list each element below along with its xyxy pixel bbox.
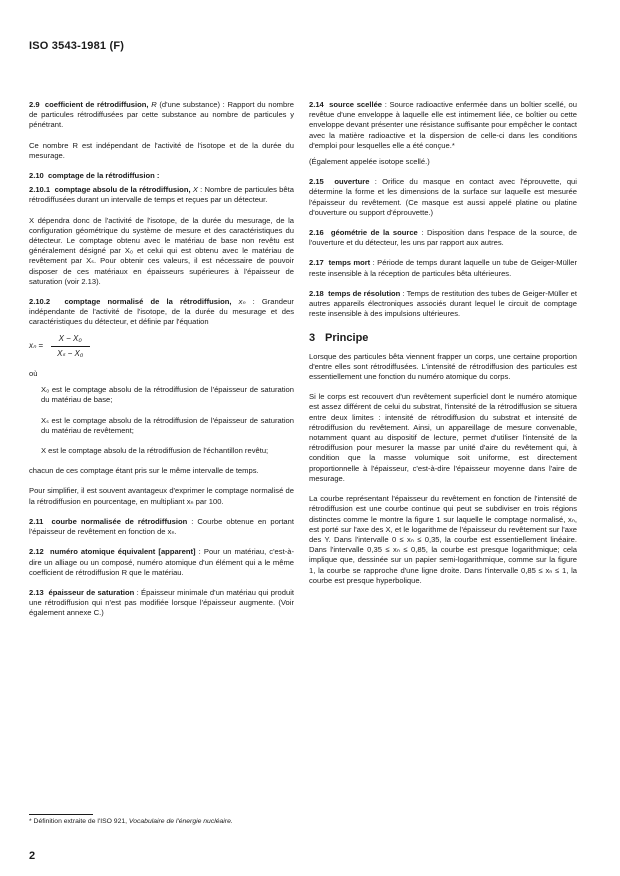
section-number: 2.10 (29, 171, 44, 181)
section-number: 2.18 (309, 288, 324, 298)
term: temps mort (328, 258, 371, 268)
definition-2-12 (29, 547, 294, 578)
definition-text: (d'une substance) : Rapport du nombre de particules rétrodiffusées par cette substance au nombre de particules y pénétrant. (29, 100, 294, 130)
formula-fraction (49, 334, 91, 359)
section-number: 2.16 (309, 228, 324, 238)
variable-definition: X est le comptage absolu de la rétrodiffusion de l'échantillon revêtu; (41, 446, 269, 456)
normalized-count-formula (29, 334, 294, 359)
definition-2-10-2 (29, 297, 294, 328)
section-number: 2.12 (29, 547, 44, 557)
term: numéro atomique équivalent [apparent] (49, 547, 196, 557)
definition-text: : Orifice du masque en contact avec l'éprouvette, qui détermine la forme et les dimensions de la surface sur laquelle est mesurée l'épaisseur du revêtement. (Ce masque est aussi appelé platine ou platine d'ouverture ou support d'éprouvette.) (309, 177, 577, 217)
term: comptage de la rétrodiffusion : (48, 171, 160, 181)
term: comptage absolu de la rétrodiffusion, (54, 185, 191, 195)
variable-definition: Xₛ est le comptage absolu de la rétrodiffusion de l'épaisseur de saturation du matériau de revêtement; (41, 415, 294, 435)
paragraph-percentage: Pour simplifier, il est souvent avantageux d'exprimer le comptage normalisé de la rétrodiffusion en pourcentage, en multipliant xₙ par 100. (29, 486, 294, 506)
definition-text: : Source radioactive enfermée dans un boîtier scellé, ou revêtue d'une enveloppe à laquelle elle est intimement liée, ce boîtier ou cette enveloppe devant présenter une résistance suffisante pour empêcher le contact avec la matière radioactive et la dispersion de celle-ci dans les conditions d'emploi pour lesquelles elle a été conçue.* (309, 100, 577, 150)
term: comptage normalisé de la rétrodiffusion, (64, 297, 232, 307)
definition-2-14 (309, 100, 577, 151)
symbol: R (151, 100, 157, 109)
term: épaisseur de saturation (48, 587, 135, 597)
term: source scellée (329, 100, 383, 109)
document-header: ISO 3543-1981 (F) (29, 40, 125, 52)
right-column (309, 100, 577, 596)
section-number: 2.10.2 (29, 297, 51, 307)
definition-text: : Épaisseur minimale d'un matériau qui produit une rétrodiffusion qui n'est pas modifiée lorsque l'épaisseur augmente. (Voir également annexe C.) (29, 587, 294, 618)
definition-2-18 (309, 289, 577, 320)
definition-text: : Grandeur indépendante de l'activité de l'isotope, de la durée du mesurage et des caractéristiques du détecteur, et définie par l'équation (29, 297, 294, 327)
section-number: 2.14 (309, 100, 324, 109)
term: ouverture (334, 177, 370, 187)
paragraph-2-9-note: Ce nombre R est indépendant de l'activité de l'isotope et de la durée du mesurage. (29, 140, 294, 160)
section-number: 2.13 (29, 587, 44, 597)
footnote-reference: Vocabulaire de l'énergie nucléaire. (128, 818, 233, 825)
principle-paragraph-3: La courbe représentant l'épaisseur du revêtement en fonction de l'intensité de rétrodiffusion est une courbe continue qui peut se subdiviser en trois régions distinctes comme le montre la figure 1 sur laquelle le comptage normalisé, xₙ, est porté sur l'axe des X, et le logarithme de l'épaisseur du revêtement sur l'axe des Y. Dans l'intervalle 0 ≤ xₙ ≤ 0,35, la courbe est essentiellement linéaire. Dans l'intervalle 0,35 ≤ xₙ ≤ 0,85, la courbe est presque logarithmique; cela implique que, dessinée sur un papier semi-logarithmique, comme sur la figure 1, la courbe se rapproche d'une ligne droite. Dans l'intervalle 0,85 ≤ xₙ ≤ 1, la courbe est presque hyperbolique. (309, 494, 577, 585)
footnote-rule (29, 814, 93, 815)
footnote-text: * Définition extraite de l'ISO 921, (29, 818, 128, 825)
formula-denominator: Xₛ − X₀ (57, 348, 84, 358)
definition-text: : Pour un matériau, c'est-à-dire un alliage ou un composé, numéro atomique d'un élément qui a le même coefficient de rétrodiffusion R que le matériau. (29, 547, 294, 577)
page-number: 2 (29, 850, 36, 862)
section-number: 2.9 (29, 100, 40, 109)
definition-text: : Temps de restitution des tubes de Geiger-Müller et autres appareils électroniques associés durant lequel le circuit de comptage reste insensible à des impulsions ultérieures. (309, 288, 577, 319)
term: courbe normalisée de rétrodiffusion (51, 516, 188, 526)
principle-paragraph-2: Si le corps est recouvert d'un revêtement superficiel dont le numéro atomique est assez différent de celui du substrat, l'intensité de la rétrodiffusion se situera entre deux limites : intensité de rétrodiffusion du substrat et intensité de rétrodiffusion du revêtement. Ainsi, un appareillage de mesure convenable, notamment quant au dispositif de lecture, permet d'utiliser l'intensité de la rétrodiffusion pour mesurer la masse par unité d'aire du revêtement qui, à condition que la masse volumique soit uniforme, est directement proportionnelle à l'épaisseur, c'est-à-dire l'épaisseur moyenne dans l'aire de mesurage. (309, 392, 577, 483)
symbol: X (192, 185, 198, 195)
section-heading-principe (309, 333, 577, 343)
definition-text: : Disposition dans l'espace de la source, de l'ouverture et du détecteur, les uns par rapport aux autres. (309, 228, 577, 248)
variable-definition: X₀ est le comptage absolu de la rétrodiffusion de l'épaisseur de saturation du matériau de base; (41, 385, 294, 405)
definition-2-17 (309, 258, 577, 278)
heading-2-10 (29, 171, 294, 181)
principle-paragraph-1: Lorsque des particules bêta viennent frapper un corps, une certaine proportion d'entre elles sont rétrodiffusées. L'intensité de rétrodiffusion des particules est essentiellement une fonction du numéro atomique du corps. (309, 351, 577, 382)
footnote (29, 818, 233, 825)
formula-lhs: xₙ = (29, 341, 44, 351)
paragraph-2-10-1-note: X dépendra donc de l'activité de l'isotope, de la durée du mesurage, de la configuration géométrique du système de mesure et des caractéristiques du détecteur. Le comptage obtenu avec le matériau de base non revêtu est généralement désigné par X₀ et celui qui est obtenu avec le matériau de revêtement par Xₛ. Pour obtenir ces valeurs, il est nécessaire de pouvoir disposer de ces matériaux en épaisseurs supérieures à l'épaisseur de saturation (voir 2.13). (29, 215, 294, 286)
definition-2-11 (29, 517, 294, 537)
definition-2-13 (29, 588, 294, 619)
term: temps de résolution (328, 288, 401, 298)
definition-2-15 (309, 177, 577, 218)
section-number: 2.10.1 (29, 185, 51, 195)
where-label: où (29, 369, 38, 379)
section-number: 2.17 (309, 258, 324, 268)
definition-2-9 (29, 100, 294, 131)
section-number: 3 (309, 332, 316, 345)
formula-numerator: X − X₀ (51, 334, 90, 347)
left-column (29, 100, 294, 629)
term: coefficient de rétrodiffusion, (44, 100, 149, 109)
section-title: Principe (325, 332, 369, 345)
term: géométrie de la source (330, 228, 418, 238)
symbol: xₙ (238, 297, 246, 307)
section-number: 2.11 (29, 516, 44, 526)
paragraph-2-14-note: (Également appelée isotope scellé.) (309, 157, 430, 167)
definition-text: : Période de temps durant laquelle un tube de Geiger-Müller reste insensible à la réception de particules bêta ultérieures. (309, 258, 577, 278)
definition-2-10-1 (29, 185, 294, 205)
paragraph-time-interval: chacun de ces comptage étant pris sur le même intervalle de temps. (29, 466, 259, 476)
definition-text: : Nombre de particules bêta rétrodiffusées durant un intervalle de temps et reçues par un détecteur. (29, 185, 294, 205)
definition-2-16 (309, 228, 577, 248)
definition-text: : Courbe obtenue en portant l'épaisseur de revêtement en fonction de xₙ. (29, 516, 294, 537)
section-number: 2.15 (309, 177, 324, 187)
